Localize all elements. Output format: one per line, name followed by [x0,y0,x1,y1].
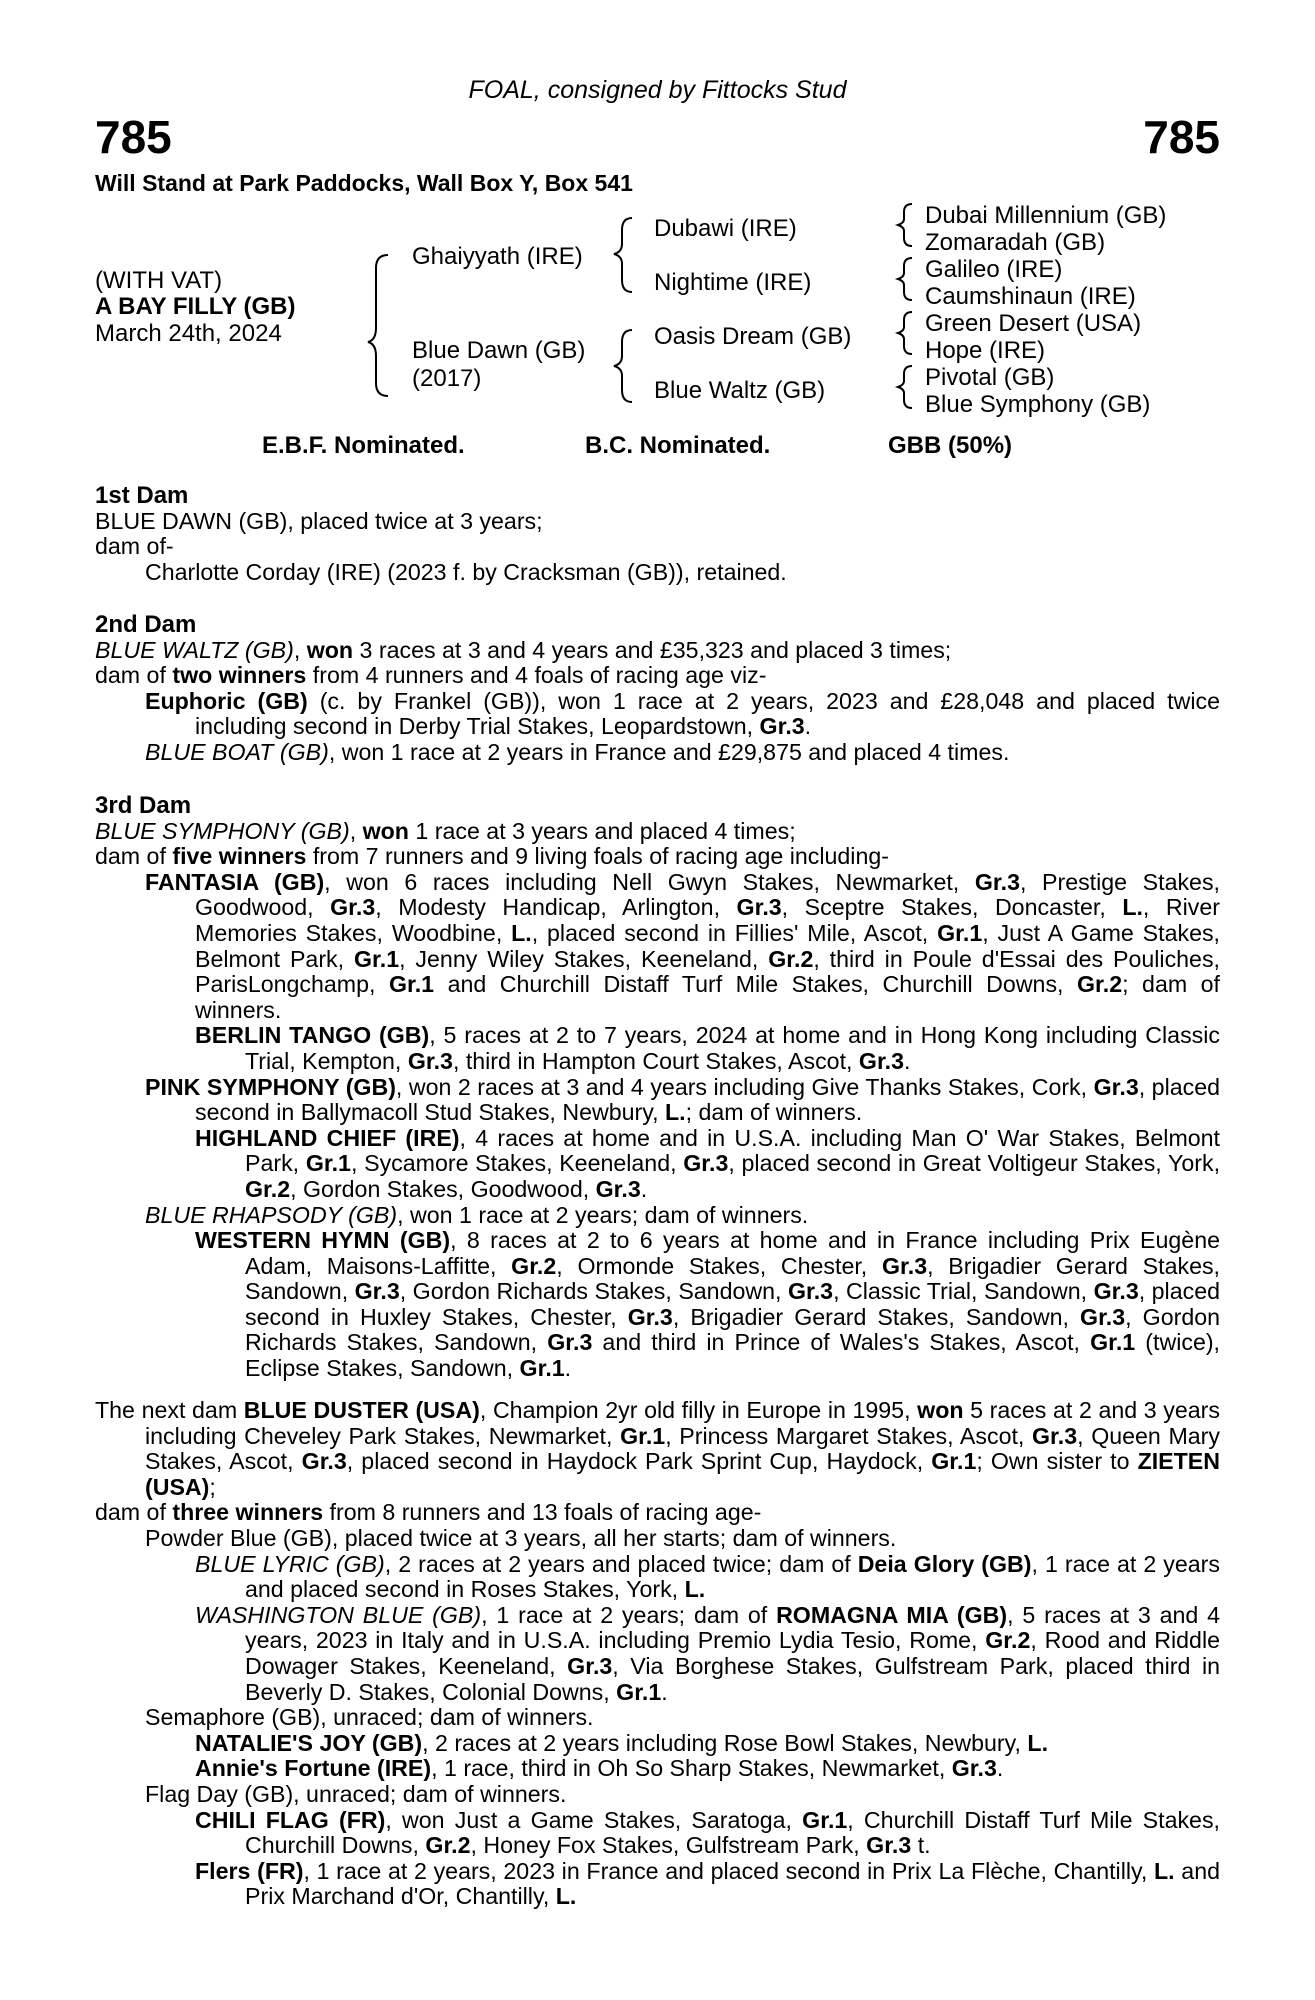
lot-number-left: 785 [95,111,172,163]
powder-blue-entry: Powder Blue (GB), placed twice at 3 years, all her starts; dam of winners. [145,1524,897,1551]
western-hymn-entry: WESTERN HYMN (GB), 8 races at 2 to 6 years at home and in France including Prix Eugène Adam, Maisons-Laffitte, Gr.2, Ormonde Stakes, Chester, Gr.3, Brigadier Gerard Stakes, Sandown, Gr.3, Gordon Richards Stakes, Sandown, Gr.3, Classic Trial, Sandown, Gr.3, placed second in Huxley Stakes, Chester, Gr.3, Brigadier Gerard Stakes, Sandown, Gr.3, Gordon Richards Stakes, Sandown, Gr.3 and third in Prince of Wales's Stakes, Ascot, Gr.1 (twice), Eclipse Stakes, Sandown, Gr.1. [195,1227,1221,1382]
ebf-nomination: E.B.F. Nominated. [262,432,465,459]
chili-flag-entry: CHILI FLAG (FR), won Just a Game Stakes, Saratoga, Gr.1, Churchill Distaff Turf Mile Stakes, Churchill Downs, Gr.2, Honey Fox Stakes, Gulfstream Park, Gr.3 t. [195,1806,1220,1859]
first-dam-heading: 1st Dam [95,482,189,509]
first-dam-line: BLUE DAWN (GB), placed twice at 3 years; [95,507,543,534]
stand-info: Will Stand at Park Paddocks, Wall Box Y, Box 541 [95,170,633,196]
g3-5: Green Desert (USA) [925,310,1142,337]
bc-nomination: B.C. Nominated. [585,432,771,459]
first-dam-damof: dam of- [95,533,174,560]
g3-8: Blue Symphony (GB) [925,391,1151,418]
g3-1: Dubai Millennium (GB) [925,202,1167,229]
natalies-joy-entry: NATALIE'S JOY (GB), 2 races at 2 years including Rose Bowl Stakes, Newbury, L. [195,1729,1049,1756]
sire-dam: Nightime (IRE) [654,269,812,296]
sire-sire: Dubawi (IRE) [654,215,797,242]
second-dam-damof: dam of two winners from 4 runners and 4 foals of racing age viz- [95,662,767,689]
g3-brace-2 [898,258,912,300]
dam-brace [614,330,632,402]
first-dam-produce: Charlotte Corday (IRE) (2023 f. by Cracksman (GB)), retained. [145,558,787,585]
next-dam-section [95,1398,1220,1910]
blue-lyric-entry: BLUE LYRIC (GB), 2 races at 2 years and placed twice; dam of Deia Glory (GB), 1 race at 2 years and placed second in Roses Stakes, York, L. [195,1550,1220,1603]
third-dam-section [95,793,1220,1382]
g3-2: Zomaradah (GB) [925,229,1106,256]
vat-label: (WITH VAT) [95,267,223,294]
annies-fortune-entry: Annie's Fortune (IRE), 1 race, third in Oh So Sharp Stakes, Newmarket, Gr.3. [195,1755,1004,1782]
g3-brace-3 [898,312,912,354]
euphoric-entry: Euphoric (GB) (c. by Frankel (GB)), won 1 race at 2 years, 2023 and £28,048 and placed twice including second in Derby Trial Stakes, Leopardstown, Gr.3. [145,687,1220,740]
sire-name: Ghaiyyath (IRE) [412,243,583,270]
fantasia-entry: FANTASIA (GB), won 6 races including Nell Gwyn Stakes, Newmarket, Gr.3, Prestige Stakes, Goodwood, Gr.3, Modesty Handicap, Arlington, Gr.3, Sceptre Stakes, Doncaster, L., River Memories Stakes, Woodbine, L., placed second in Fillies' Mile, Ascot, Gr.1, Just A Game Stakes, Belmont Park, Gr.1, Jenny Wiley Stakes, Keeneland, Gr.2, third in Poule d'Essai des Pouliches, ParisLongchamp, Gr.1 and Churchill Distaff Turf Mile Stakes, Churchill Downs, Gr.2; dam of winners. [145,868,1221,1023]
dam-name: Blue Dawn (GB) [412,337,586,364]
pink-symphony-entry: PINK SYMPHONY (GB), won 2 races at 3 and 4 years including Give Thanks Stakes, Cork, Gr.3, placed second in Ballymacoll Stud Stakes, Newbury, L.; dam of winners. [145,1073,1221,1126]
gbb-status: GBB (50%) [888,432,1013,459]
second-dam-name: BLUE WALTZ (GB) [95,636,294,663]
g3-7: Pivotal (GB) [925,364,1055,391]
lot-number-right: 785 [1143,111,1220,163]
third-dam-damof: dam of five winners from 7 runners and 9 living foals of racing age including- [95,843,889,870]
horse-name: A BAY FILLY (GB) [95,293,296,320]
g3-brace-4 [898,366,912,408]
main-brace [368,255,388,396]
g3-6: Hope (IRE) [925,337,1046,364]
consignment-line: FOAL, consigned by Fittocks Stud [468,76,847,104]
third-dam-line: BLUE SYMPHONY (GB), won 1 race at 3 years and placed 4 times; [95,817,796,844]
washington-blue-entry: WASHINGTON BLUE (GB), 1 race at 2 years; dam of ROMAGNA MIA (GB), 5 races at 3 and 4 years, 2023 in Italy and in U.S.A. including Premio Lydia Tesio, Rome, Gr.2, Rood and Riddle Dowager Stakes, Keeneland, Gr.3, Via Borghese Stakes, Gulfstream Park, placed third in Beverly D. Stakes, Colonial Downs, Gr.1. [195,1601,1221,1705]
second-dam-heading: 2nd Dam [95,611,197,638]
next-dam-line: The next dam BLUE DUSTER (USA), Champion 2yr old filly in Europe in 1995, won 5 races at 2 and 3 years including Cheveley Park Stakes, Newmarket, Gr.1, Princess Margaret Stakes, Ascot, Gr.3, Queen Mary Stakes, Ascot, Gr.3, placed second in Haydock Park Sprint Cup, Haydock, Gr.1; Own sister to ZIETEN (USA); [95,1397,1221,1500]
g3-4: Caumshinaun (IRE) [925,283,1136,310]
highland-chief-entry: HIGHLAND CHIEF (IRE), 4 races at home and in U.S.A. including Man O' War Stakes, Belmont Park, Gr.1, Sycamore Stakes, Keeneland, Gr.3, placed second in Great Voltigeur Stakes, York, Gr.2, Gordon Stakes, Goodwood, Gr.3. [195,1124,1221,1202]
dam-year: (2017) [412,365,482,392]
foaling-date: March 24th, 2024 [95,320,282,347]
g3-brace-1 [898,204,912,246]
second-dam-section [95,612,1220,766]
second-dam-line: BLUE WALTZ (GB), won 3 races at 3 and 4 years and £35,323 and placed 3 times; [95,636,952,663]
first-dam-section [95,483,1220,585]
g3-3: Galileo (IRE) [925,256,1063,283]
third-dam-heading: 3rd Dam [95,792,192,819]
blue-rhapsody-entry: BLUE RHAPSODY (GB), won 1 race at 2 years; dam of winners. [145,1201,809,1228]
dam-sire: Oasis Dream (GB) [654,323,852,350]
dam-dam: Blue Waltz (GB) [654,377,826,404]
berlin-tango-entry: BERLIN TANGO (GB), 5 races at 2 to 7 years, 2024 at home and in Hong Kong including Classic Trial, Kempton, Gr.3, third in Hampton Court Stakes, Ascot, Gr.3. [195,1022,1220,1074]
semaphore-entry: Semaphore (GB), unraced; dam of winners. [145,1704,594,1731]
flers-entry: Flers (FR), 1 race at 2 years, 2023 in France and placed second in Prix La Flèche, Chantilly, L. and Prix Marchand d'Or, Chantilly, L. [195,1857,1220,1910]
blue-boat-entry: BLUE BOAT (GB), won 1 race at 2 years in France and £29,875 and placed 4 times. [145,738,1010,765]
next-dam-damof: dam of three winners from 8 runners and 13 foals of racing age- [95,1499,762,1526]
flag-day-entry: Flag Day (GB), unraced; dam of winners. [145,1780,567,1807]
sire-brace [614,218,632,292]
